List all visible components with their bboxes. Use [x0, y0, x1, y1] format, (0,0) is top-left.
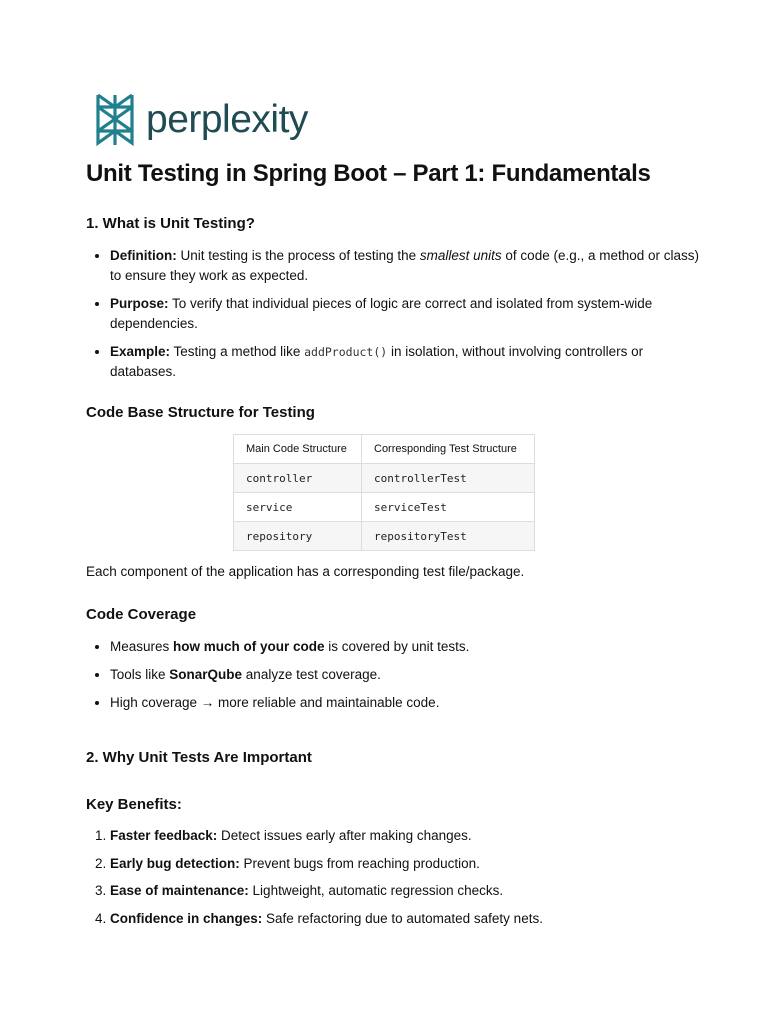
section-heading-what-is-unit-testing: 1. What is Unit Testing?	[86, 215, 255, 232]
structure-table	[233, 434, 535, 551]
section-heading-code-coverage: Code Coverage	[86, 606, 197, 623]
table-cell: controller	[234, 464, 362, 493]
coverage-list	[86, 637, 710, 721]
list-item: • Purpose: To verify that individual pieces of logic are correct and isolated from system-wide dependencies.	[110, 294, 710, 334]
list-item: 4. Confidence in changes: Safe refactoring due to automated safety nets.	[110, 909, 710, 929]
table-row	[234, 464, 535, 493]
table-cell: repository	[234, 522, 362, 551]
list-item: • High coverage → more reliable and maintainable code.	[110, 693, 710, 713]
table-cell: controllerTest	[362, 464, 535, 493]
key-benefits-heading: Key Benefits:	[86, 796, 182, 813]
table-header: Corresponding Test Structure	[362, 435, 535, 464]
section-heading-code-base-structure: Code Base Structure for Testing	[86, 404, 315, 421]
structure-note: Each component of the application has a corresponding test file/package.	[86, 564, 525, 579]
table-header-row	[234, 435, 535, 464]
list-item: • Tools like SonarQube analyze test coverage.	[110, 665, 710, 685]
perplexity-logo	[94, 92, 308, 148]
list-item: • Definition: Unit testing is the process of testing the smallest units of code (e.g., a method or class) to ensure they work as expected.	[110, 246, 710, 286]
perplexity-logo-icon	[94, 93, 136, 147]
table-header: Main Code Structure	[234, 435, 362, 464]
page-title: Unit Testing in Spring Boot – Part 1: Fundamentals	[86, 160, 651, 187]
table-cell: service	[234, 493, 362, 522]
table-cell: serviceTest	[362, 493, 535, 522]
table-row	[234, 493, 535, 522]
unit-testing-list	[86, 246, 710, 390]
list-item: 3. Ease of maintenance: Lightweight, automatic regression checks.	[110, 881, 710, 901]
list-item: 1. Faster feedback: Detect issues early after making changes.	[110, 826, 710, 846]
section-heading-why-unit-tests: 2. Why Unit Tests Are Important	[86, 749, 312, 766]
benefits-list	[86, 826, 710, 936]
table-row	[234, 522, 535, 551]
list-item: 2. Early bug detection: Prevent bugs from reaching production.	[110, 854, 710, 874]
list-item: • Example: Testing a method like addProduct() in isolation, without involving controllers or databases.	[110, 342, 710, 382]
logo-wordmark: perplexity	[146, 98, 308, 141]
table-cell: repositoryTest	[362, 522, 535, 551]
list-item: • Measures how much of your code is covered by unit tests.	[110, 637, 710, 657]
